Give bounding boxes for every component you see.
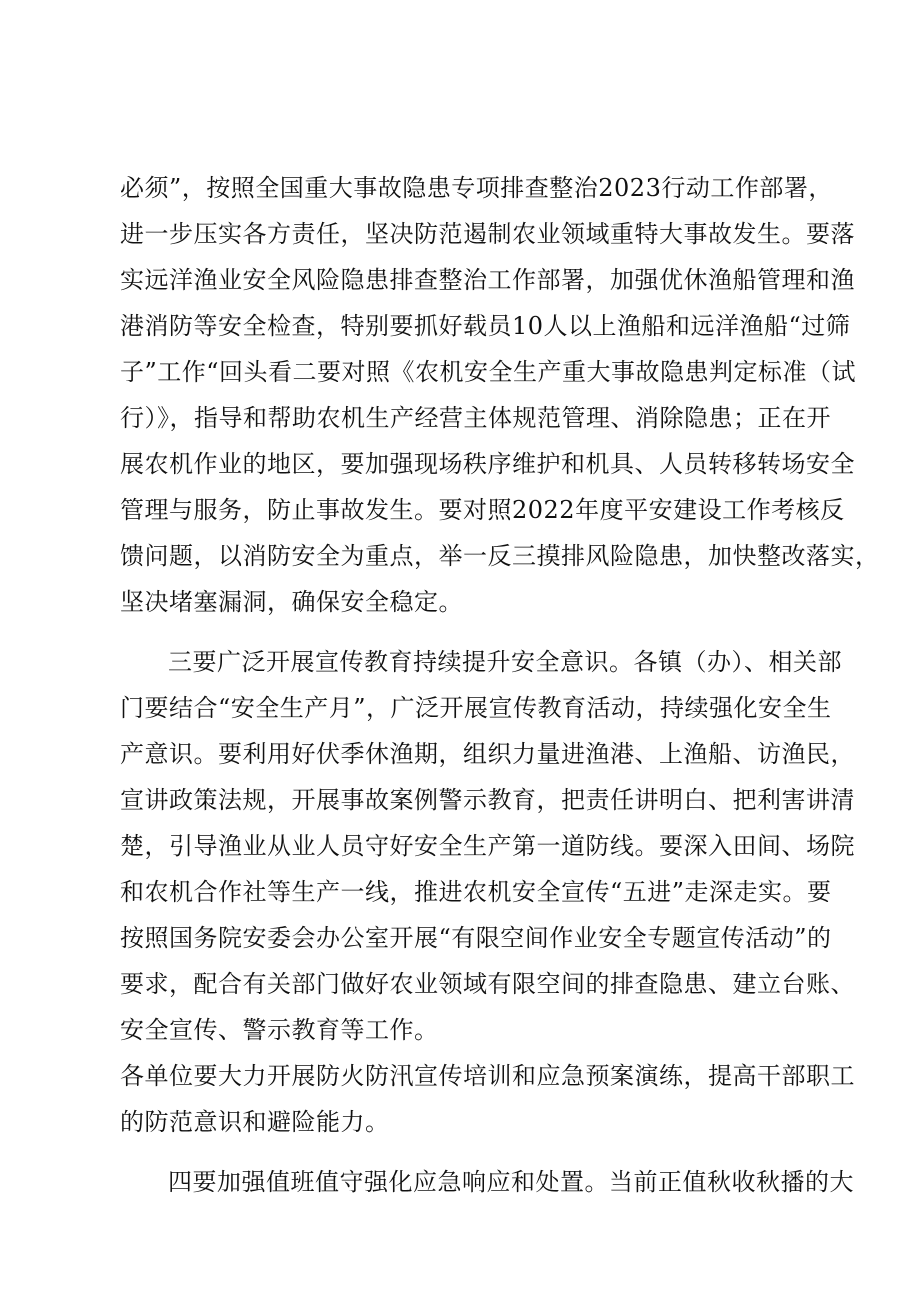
- text-line: 各单位要大力开展防火防汛宣传培训和应急预案演练，提高干部职工: [120, 1062, 855, 1090]
- text-line: 楚，引导渔业从业人员守好安全生产第一道防线。要深入田间、场院: [120, 832, 855, 860]
- text-line: 宣讲政策法规，开展事故案例警示教育，把责任讲明白、把利害讲清: [120, 786, 855, 814]
- text-line: 实远洋渔业安全风险隐患排查整治工作部署，加强优休渔船管理和渔: [120, 266, 855, 294]
- text-line: 按照国务院安委会办公室开展“有限空间作业安全专题宣传活动”的: [120, 924, 832, 952]
- text-line: 子”工作“回头看二要对照《农机安全生产重大事故隐患判定标准（试: [120, 358, 857, 386]
- text-line: 四要加强值班值守强化应急响应和处置。当前正值秋收秋播的大: [168, 1168, 854, 1196]
- text-line: 管理与服务，防止事故发生。要对照2022年度平安建设工作考核反: [120, 496, 845, 524]
- text-line: 港消防等安全检查，特别要抓好载员10人以上渔船和远洋渔船“过筛: [120, 312, 851, 340]
- text-line: 门要结合“安全生产月”，广泛开展宣传教育活动，持续强化安全生: [120, 694, 832, 722]
- text-line: 必须”，按照全国重大事故隐患专项排查整治2023行动工作部署，: [120, 174, 833, 202]
- text-line: 要求，配合有关部门做好农业领域有限空间的排查隐患、建立台账、: [120, 970, 855, 998]
- text-line: 三要广泛开展宣传教育持续提升安全意识。各镇（办）、相关部: [168, 648, 842, 676]
- text-line: 展农机作业的地区，要加强现场秩序维护和机具、人员转移转场安全: [120, 450, 855, 478]
- text-line: 和农机合作社等生产一线，推进农机安全宣传“五进”走深走实。要: [120, 878, 832, 906]
- text-line: 行）》，指导和帮助农机生产经营主体规范管理、消除隐患；正在开: [120, 404, 831, 432]
- text-line: 进一步压实各方责任，坚决防范遏制农业领域重特大事故发生。要落: [120, 220, 855, 248]
- text-line: 的防范意识和避险能力。: [120, 1108, 390, 1136]
- text-line: 坚决堵塞漏洞，确保安全稳定。: [120, 588, 463, 616]
- text-line: 安全宣传、警示教育等工作。: [120, 1016, 439, 1044]
- text-line: 馈问题，以消防安全为重点，举一反三摸排风险隐患，加快整改落实，: [120, 542, 880, 570]
- text-line: 产意识。要利用好伏季休渔期，组织力量进渔港、上渔船、访渔民，: [120, 740, 855, 768]
